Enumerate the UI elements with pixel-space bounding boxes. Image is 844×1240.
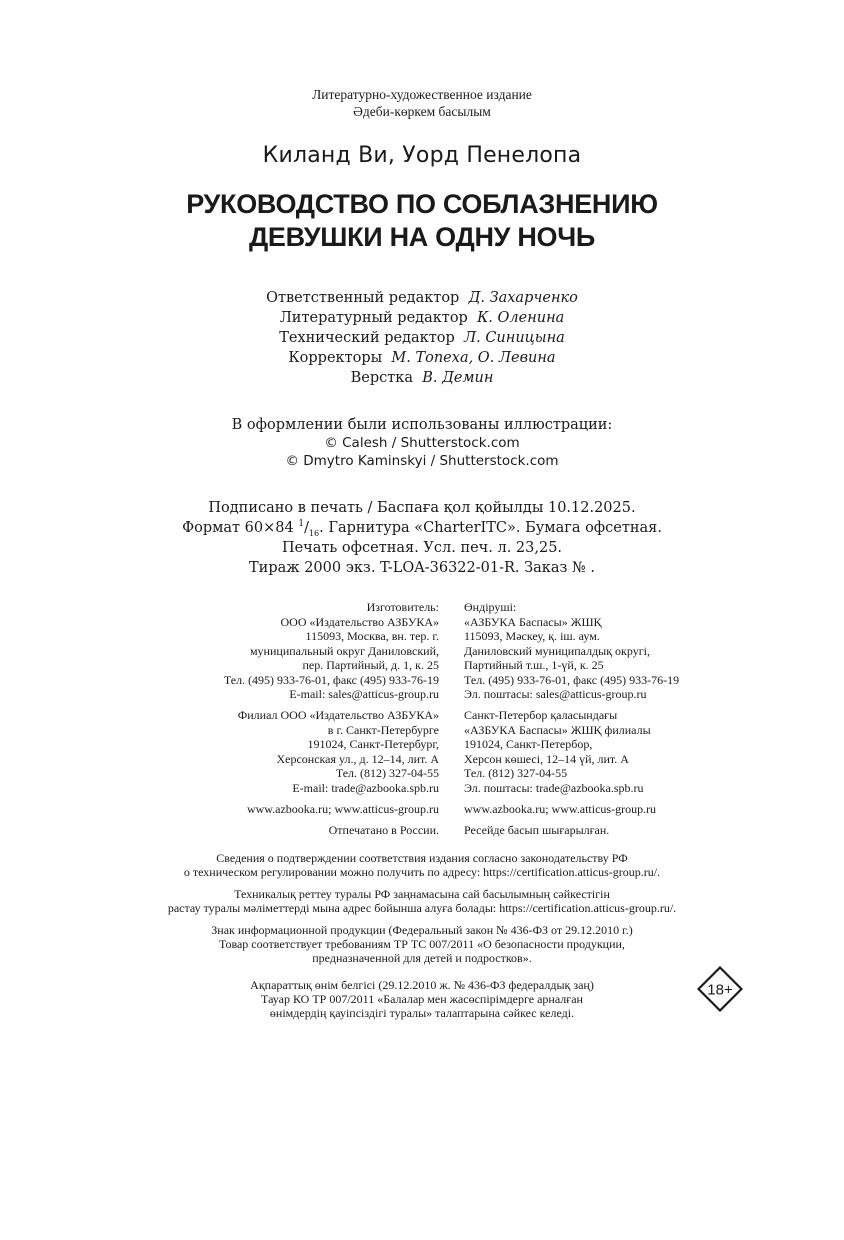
- book-title: [0, 188, 844, 254]
- publisher-kz-line: Өндіруші:: [464, 600, 517, 614]
- staff-name: Д. Захарченко: [468, 290, 578, 306]
- branch-kz-line: Тел. (812) 327-04-55: [464, 766, 568, 780]
- publisher-ru-line: 115093, Москва, вн. тер. г.: [305, 629, 439, 643]
- branch-ru-line: в г. Санкт-Петербурге: [327, 722, 439, 737]
- publisher-kz: [464, 600, 679, 702]
- note-line: Знак информационной продукции (Федеральный закон № 436-ФЗ от 29.12.2010 г.): [211, 923, 633, 937]
- publisher-kz-line: Тел. (495) 933-76-01, факс (495) 933-76-19: [464, 672, 680, 687]
- staff-row: [0, 348, 844, 368]
- edition-type-kz: Әдеби-көркем басылым: [353, 104, 491, 119]
- note-line: предназначенной для детей и подростков».: [312, 951, 532, 965]
- age-rating-label: 18+: [707, 981, 733, 999]
- book-title-line-1: РУКОВОДСТВО ПО СОБЛАЗНЕНИЮ: [186, 189, 658, 219]
- certification-note-ru: [0, 851, 844, 879]
- branch-ru-line: Херсонская ул., д. 12–14, лит. А: [276, 751, 439, 766]
- note-line: Ақпараттық өнім белгісі (29.12.2010 ж. № 436-ФЗ федералдық заң): [250, 978, 594, 992]
- publisher-ru-line: ООО «Издательство АЗБУКА»: [280, 614, 439, 629]
- branch-kz: [464, 708, 651, 795]
- illustration-heading: В оформлении были использованы иллюстрации:: [231, 417, 613, 433]
- signed-to-print: Подписано в печать / Баспаға қол қойылды 10.12.2025.: [208, 500, 636, 516]
- edition-type: [0, 86, 844, 120]
- websites-kz: www.azbooka.ru; www.atticus-group.ru: [464, 802, 657, 816]
- staff-name: В. Демин: [422, 370, 494, 386]
- format-denominator: 16: [308, 528, 320, 538]
- publisher-ru-line: E-mail: sales@atticus-group.ru: [289, 687, 439, 701]
- branch-kz-line: 191024, Санкт-Петербор,: [464, 737, 593, 751]
- note-line: өнімдердің қауіпсіздігі туралы» талаптарына сәйкес келеді.: [269, 1006, 575, 1020]
- age-rating-badge: [697, 966, 743, 1012]
- staff-role: Верстка: [350, 370, 413, 386]
- publisher-ru-line: Изготовитель:: [366, 600, 439, 614]
- info-product-note-ru: [0, 923, 844, 965]
- staff-name: М. Топеха, О. Левина: [391, 350, 556, 366]
- printed-in-kz: Ресейде басып шығарылған.: [464, 823, 610, 837]
- staff-name: Л. Синицына: [464, 330, 565, 346]
- branch-ru-line: Тел. (812) 327-04-55: [335, 766, 439, 780]
- note-line: Товар соответствует требованиям ТР ТС 007/2011 «О безопасности продукции,: [219, 937, 625, 951]
- staff-role: Корректоры: [288, 350, 383, 366]
- publisher-ru-line: пер. Партийный, д. 1, к. 25: [302, 658, 439, 672]
- printing-type: Печать офсетная. Усл. печ. л. 23,25.: [281, 540, 563, 556]
- staff-role: Литературный редактор: [279, 310, 468, 326]
- branch-ru: [238, 708, 439, 795]
- book-title-line-2: ДЕВУШКИ НА ОДНУ НОЧЬ: [248, 222, 596, 252]
- publisher-kz-line: Эл. поштасы: sales@atticus-group.ru: [464, 687, 647, 701]
- branch-kz-line: Херсон көшесі, 12–14 үй, лит. А: [464, 751, 629, 766]
- printed-in-ru: Отпечатано в России.: [328, 823, 439, 837]
- certification-note-kz: [0, 887, 844, 915]
- note-line: Сведения о подтверждении соответствия издания согласно законодательству РФ: [216, 851, 628, 865]
- print-format: Формат 60×84 $^1/_{16}$. Гарнитура «CharterITC». Бумага офсетная.: [182, 519, 662, 538]
- publisher-ru-line: Тел. (495) 933-76-01, факс (495) 933-76-19: [223, 672, 439, 687]
- illustration-credits: [0, 416, 844, 470]
- edition-type-ru: Литературно-художественное издание: [312, 87, 532, 102]
- note-line: о техническом регулировании можно получить по адресу: https://certification.atticus-group.ru/.: [183, 865, 661, 879]
- authors: Киланд Ви, Уорд Пенелопа: [262, 143, 582, 168]
- staff-role: Ответственный редактор: [266, 290, 460, 306]
- illustration-credit-1: © Calesh / Shutterstock.com: [324, 435, 520, 451]
- websites-ru: www.azbooka.ru; www.atticus-group.ru: [246, 802, 439, 816]
- staff-row: [0, 308, 844, 328]
- print-run: Тираж 2000 экз. T-LOA-36322-01-R. Заказ № .: [249, 560, 595, 576]
- note-line: растау туралы мәліметтерді мына адрес бойынша алуға болады: https://certification.atticus-group.ru/.: [167, 901, 677, 915]
- staff-row: [0, 328, 844, 348]
- print-details: [0, 498, 844, 578]
- illustration-credit-2: © Dmytro Kaminskyi / Shutterstock.com: [285, 453, 559, 469]
- staff-row: [0, 368, 844, 388]
- publisher-kz-line: 115093, Мәскеу, қ. іш. аум.: [464, 629, 600, 643]
- format-prefix: Формат 60×84: [182, 520, 299, 536]
- branch-kz-line: Эл. поштасы: trade@azbooka.spb.ru: [464, 780, 644, 795]
- format-numerator: 1: [298, 519, 305, 530]
- staff-name: К. Оленина: [477, 310, 565, 326]
- branch-ru-line: E-mail: trade@azbooka.spb.ru: [292, 780, 439, 795]
- format-suffix: . Гарнитура «CharterITC». Бумага офсетная.: [319, 520, 662, 536]
- note-line: Тауар КО ТР 007/2011 «Балалар мен жасөспірімдерге арналған: [261, 992, 583, 1006]
- publisher-kz-line: «АЗБУКА Баспасы» ЖШҚ: [464, 614, 602, 629]
- staff-role: Технический редактор: [279, 330, 455, 346]
- branch-ru-line: Филиал ООО «Издательство АЗБУКА»: [237, 708, 439, 722]
- branch-ru-line: 191024, Санкт-Петербург,: [307, 737, 439, 751]
- staff-credits: [0, 288, 844, 388]
- branch-kz-line: «АЗБУКА Баспасы» ЖШҚ филиалы: [464, 722, 651, 737]
- note-line: Техникалық реттеу туралы РФ заңнамасына сай басылымның сәйкестігін: [234, 887, 610, 901]
- publisher-ru: [224, 600, 439, 702]
- branch-kz-line: Санкт-Петербор қаласындағы: [464, 708, 618, 722]
- staff-row: [0, 288, 844, 308]
- publisher-kz-line: Партийный т.ш., 1-үй, к. 25: [464, 658, 604, 672]
- publisher-ru-line: муниципальный округ Даниловский,: [249, 643, 439, 658]
- publisher-kz-line: Даниловский муниципалдық округі,: [464, 643, 650, 658]
